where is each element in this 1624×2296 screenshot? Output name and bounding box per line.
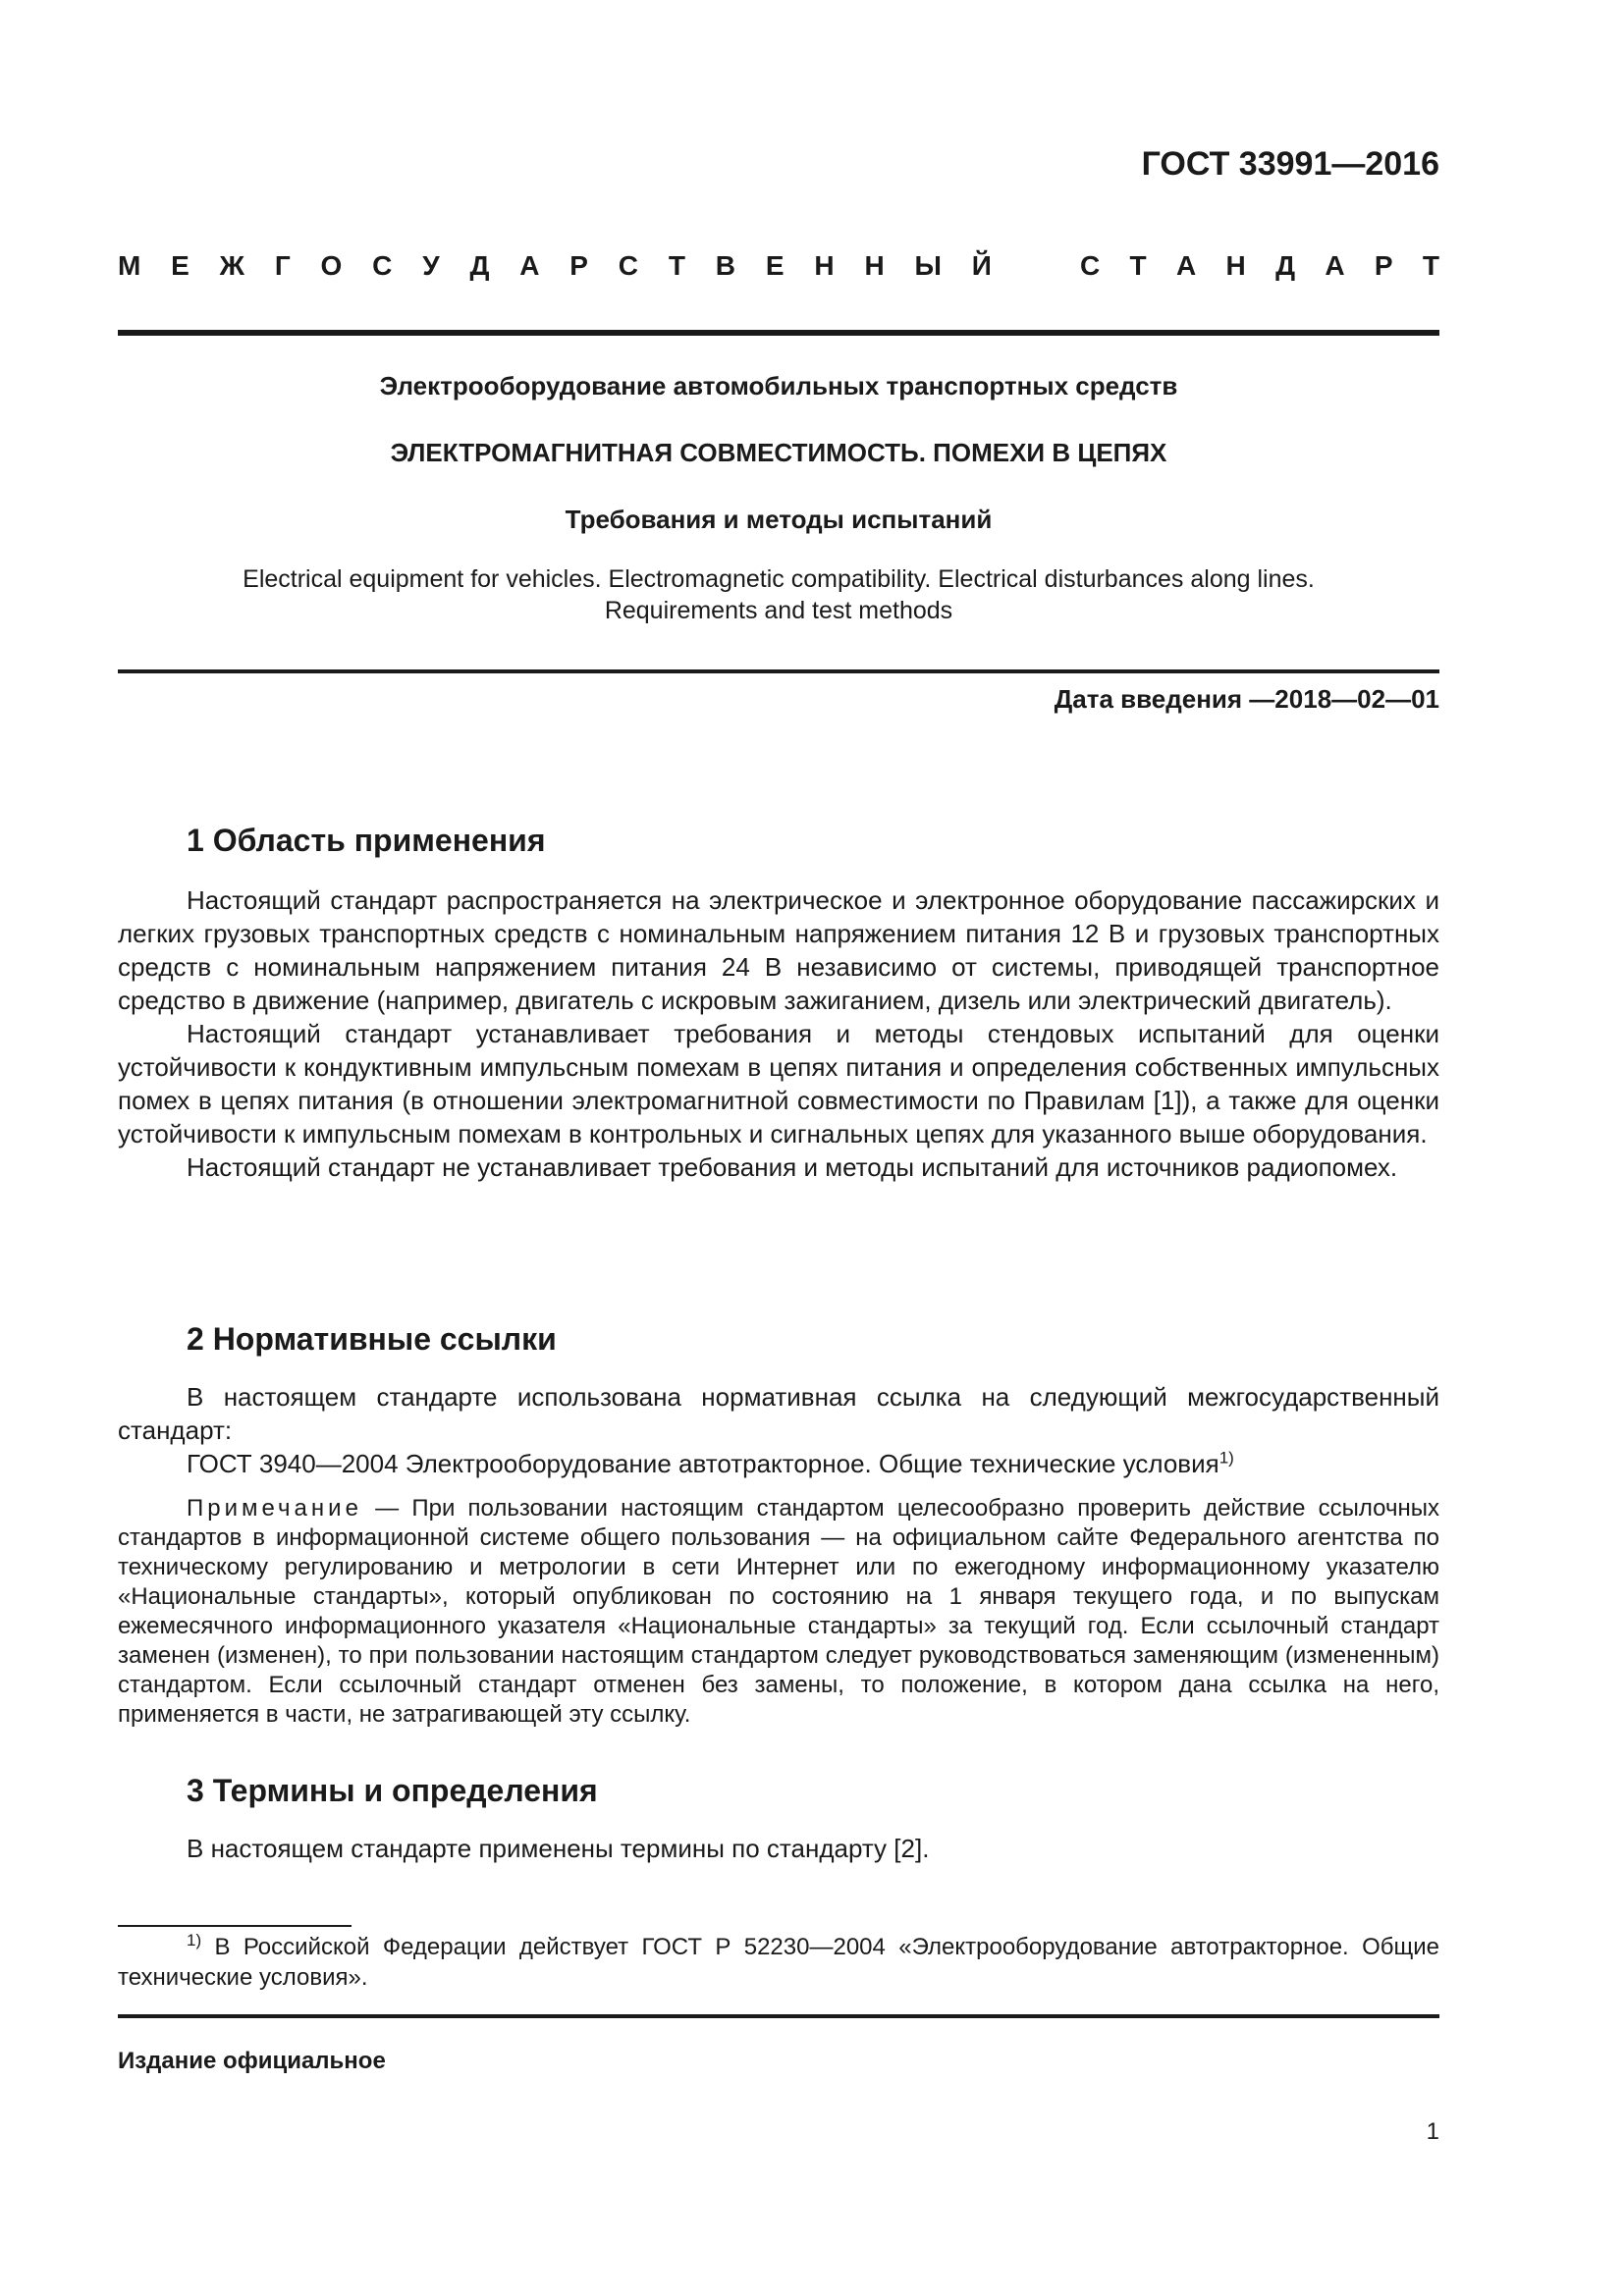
paragraph: В настоящем стандарте использована нормативная ссылка на следующий межгосударственный стандарт: [118, 1382, 1439, 1445]
banner-letter: С [1080, 250, 1101, 281]
section-heading-scope: 1 Область применения [187, 823, 546, 858]
banner-letter: О [320, 250, 343, 281]
edition-label: Издание официальное [118, 2048, 386, 2074]
title-line-1: Электрооборудование автомобильных транспортных средств [379, 371, 1178, 400]
banner-letter: Т [1129, 250, 1147, 281]
section-heading-references: 2 Нормативные ссылки [187, 1321, 557, 1357]
english-title [118, 563, 1439, 626]
paragraph: Настоящий стандарт распространяется на электрическое и электронное оборудование пассажирских и легких грузовых транспортных средств с номинальным напряжением питания 12 В и грузовых транспортных средств с номинальным напряжением питания 24 В независимо от системы, приводящей транспортное средство в движение (например, двигатель с искровым зажиганием, дизель или электрический двигатель). [118, 885, 1439, 1015]
banner-letter: Г [274, 250, 291, 281]
paragraph: Настоящий стандарт не устанавливает требования и методы испытаний для источников радиопомех. [187, 1152, 1398, 1182]
section-body-terms [118, 1832, 1439, 1865]
banner-letter: А [519, 250, 540, 281]
title-divider [118, 669, 1439, 673]
banner-letter: Т [668, 250, 685, 281]
standard-type-banner [118, 250, 1439, 282]
reference-item [118, 1447, 1439, 1480]
banner-letter: Р [569, 250, 588, 281]
banner-letter: Й [971, 250, 992, 281]
introduction-date: Дата введения —2018—02—01 [1054, 684, 1439, 714]
footnote-paragraph [118, 1932, 1439, 1993]
banner-letter: М [118, 250, 141, 281]
note-paragraph [118, 1494, 1439, 1730]
banner-letter: Д [469, 250, 490, 281]
banner-letter: Е [765, 250, 785, 281]
banner-letter: Н [1225, 250, 1246, 281]
banner-letter: Р [1374, 250, 1393, 281]
note-text: — При пользовании настоящим стандартом целесообразно проверить действие ссылочных стандартов в информационной системе общего пользования — на официальном сайте Федерального агентства по техническому регулированию и метрологии в сети Интернет или по ежегодному информационному указателю «Национальные стандарты», который опубликован по состоянию на 1 января текущего года, и по выпускам ежемесячного информационного указателя «Национальные стандарты» за текущий год. Если ссылочный стандарт заменен (изменен), то при пользовании настоящим стандартом следует руководствоваться заменяющим (измененным) стандартом. Если ссылочный стандарт отменен без замены, то положение, в котором дана ссылка на него, применяется в части, не затрагивающей эту ссылку. [118, 1495, 1439, 1728]
footnote-text: В Российской Федерации действует ГОСТ Р 52230—2004 «Электрооборудование автотракторное. Общие технические условия». [118, 1934, 1439, 1991]
english-title-line-1: Electrical equipment for vehicles. Electromagnetic compatibility. Electrical disturbances along lines. [243, 565, 1315, 593]
paragraph: В настоящем стандарте применены термины по стандарту [2]. [187, 1834, 930, 1863]
banner-letter: Н [864, 250, 885, 281]
banner-word-standard [1080, 250, 1439, 282]
paragraph: Настоящий стандарт устанавливает требования и методы стендовых испытаний для оценки устойчивости к кондуктивным импульсным помехам в цепях питания и определения собственных импульсных помех в цепях питания (в отношении электромагнитной совместимости по Правилам [1]), а также для оценки устойчивости к импульсным помехам в контрольных и сигнальных цепях для указанного выше оборудования. [118, 1019, 1439, 1148]
title-line-3: Требования и методы испытаний [565, 505, 993, 534]
reference-text: ГОСТ 3940—2004 Электрооборудование автотракторное. Общие технические условия [187, 1449, 1219, 1478]
footnote-divider [118, 1925, 352, 1927]
banner-letter: С [372, 250, 393, 281]
page-number: 1 [1426, 2118, 1439, 2145]
section-body-scope [118, 883, 1439, 1184]
note-label: Примечание [187, 1495, 362, 1522]
banner-letter: Е [171, 250, 189, 281]
footnote-mark: 1) [187, 1931, 202, 1949]
banner-letter: С [618, 250, 639, 281]
banner-letter: Н [814, 250, 835, 281]
bottom-divider [118, 2014, 1439, 2018]
banner-letter: Т [1422, 250, 1439, 281]
top-divider [118, 330, 1439, 336]
banner-letter: Д [1275, 250, 1296, 281]
banner-word-interstate [118, 250, 992, 282]
banner-letter: В [715, 250, 736, 281]
section-body-references [118, 1380, 1439, 1480]
banner-letter: А [1175, 250, 1197, 281]
banner-letter: У [422, 250, 440, 281]
banner-letter: Ж [219, 250, 244, 281]
footnote-mark: 1) [1218, 1448, 1234, 1468]
footnote [118, 1932, 1439, 1993]
title-line-2: ЭЛЕКТРОМАГНИТНАЯ СОВМЕСТИМОСТЬ. ПОМЕХИ В ЦЕПЯХ [390, 438, 1167, 467]
document-number: ГОСТ 33991—2016 [1141, 145, 1439, 183]
note-block [118, 1494, 1439, 1730]
section-heading-terms: 3 Термины и определения [187, 1773, 598, 1808]
banner-letter: Ы [914, 250, 942, 281]
banner-letter: А [1325, 250, 1345, 281]
english-title-line-2: Requirements and test methods [604, 597, 953, 624]
